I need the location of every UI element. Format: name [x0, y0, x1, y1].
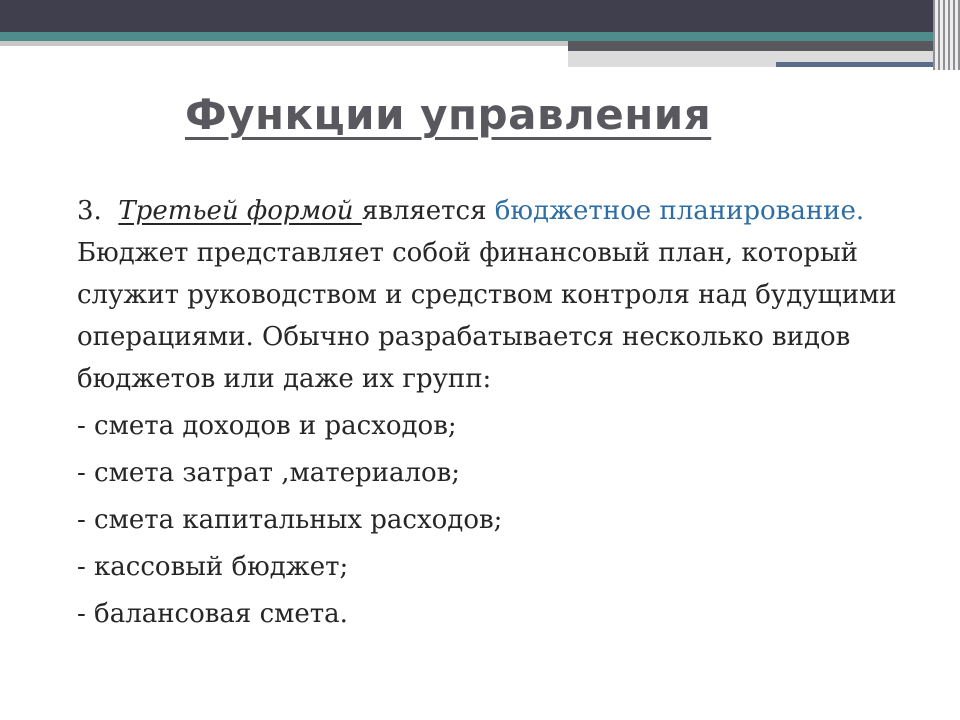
list-item: - смета затрат ,материалов; [77, 458, 461, 488]
list-item: - смета доходов и расходов; [77, 411, 457, 441]
slide-title: Функции управления [185, 90, 712, 139]
list-item: - кассовый бюджет; [77, 552, 349, 582]
body-verb: является [361, 196, 495, 226]
body-continuation: Бюджет представляет собой финансовый план, который служит руководством и средством контроля над будущими операциями. Обычно разрабатывается несколько видов бюджетов или даже их групп: [77, 238, 897, 394]
banner-slate-strip [776, 62, 942, 67]
list-item: - балансовая смета. [77, 599, 348, 629]
slide-content [77, 190, 937, 635]
banner-vertical-lines [933, 0, 960, 70]
highlight-term: бюджетное планирование. [494, 196, 865, 226]
emphasis-phrase: Третьей формой [118, 196, 362, 226]
banner-teal-stripe [0, 32, 960, 41]
item-number: 3. [77, 196, 102, 226]
top-banner [0, 0, 960, 32]
body-paragraph [77, 190, 937, 400]
list-item: - смета капитальных расходов; [77, 505, 503, 535]
banner-dark-strip [568, 41, 940, 51]
